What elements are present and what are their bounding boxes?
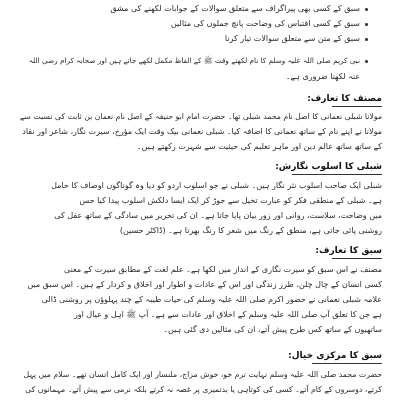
paragraph-line: میں وضاحت، سلاست، روانی اور زور بیان پایا جاتا ہے۔ ان کی تحریر میں سادگی کے ساتھ عقل کی (54, 211, 382, 220)
section-heading-lesson-intro: سبق کا تعارف: (315, 246, 382, 256)
bullet-item: سبق کے متن سے متعلق سوالات تیار کرنا (224, 34, 360, 43)
paragraph-line: مولانا شبلی نعمانی کا اصل نام محمد شبلی تھا۔ حضرت امام ابو حنیفہ کے اصل نام نعمان بن ثابت کی نسبت سے (19, 112, 382, 121)
bullet-marker (365, 23, 368, 26)
bullet-item-continued: عنہ لکھنا ضروری ہے۔ (285, 72, 360, 81)
paragraph-line: شبلی ایک صاحب اسلوب نثر نگار ہیں۔ شبلی نے جو اسلوب اردو کو دیا وہ گوناگوں اوصاف کا حامل (51, 181, 382, 190)
heading-underline (312, 363, 382, 364)
bullet-marker (365, 60, 368, 63)
paragraph-line: ہے۔ شبلی کے منطقی فکر کو عبارت تخیل سے جوڑ کر ایک ایسا دلکش اسلوب پیدا کیا جس (79, 196, 382, 205)
section-heading-central-idea: سبق کا مرکزی خیال: (288, 351, 382, 361)
paragraph-line: ہے جن کا تعلق آپ صلی اللہ علیہ وسلم کے اخلاق اور عادات سے ہے۔ آپ ﷺ اہل و عیال اور (73, 310, 382, 319)
paragraph-line: کسی انسان کے چال چلن، طرز زندگی اور اس کے عادات و اطوار اور اخلاق و کردار کے ہیں۔ اس سبق میں (27, 280, 382, 289)
heading-underline (332, 258, 382, 259)
bullet-item: سبق کے کسی بھی پیراگراف سے متعلق سوالات کے جوابات لکھنے کی مشق (110, 4, 360, 13)
paragraph-line: کرتے، دوسروں کے کام آتے۔ کسی کی کوتاہی یا بدتمیزی پر غصہ نہ کرتے بلکہ نرمی سے پیش آتے۔ مہمانوں کی (25, 385, 382, 394)
paragraph-line: ساتھیوں کے ساتھ کس طرح پیش آتے، ان کی مثالیں دی گئی ہیں۔ (163, 325, 382, 334)
paragraph-line: حضرت محمد صلی اللہ علیہ وسلم نہایت نرم خو، خوش مزاج، ملنسار اور ایک کامل انسان تھے۔ سلام میں پہل (23, 370, 382, 379)
bullet-item: نبی کریم صلی اللہ علیہ وسلم کا نام لکھتے وقت ﷺ کے الفاظ مکمل لکھے جاتے ہیں اور صحابہ کرام رضی اللہ (28, 56, 360, 65)
bullet-marker (365, 8, 368, 11)
section-heading-author-intro: مصنف کا تعارف: (307, 94, 382, 104)
paragraph-line: مولانا نے اپنے نام کے ساتھ نعمانی کا اضافہ کیا۔ شبلی نعمانی بیک وقت ایک مؤرخ، سیرت نگار، شاعر اور نقاد (22, 127, 382, 136)
paragraph-line: کے ساتھ ساتھ عالم دین اور ماہر تعلیم کی حیثیت سے شہرت رکھتے ہیں۔ (136, 142, 382, 151)
section-heading-writing-style: شبلی کا اسلوب نگارش: (275, 162, 382, 172)
paragraph-line: علامہ شبلی نعمانی نے حضور اکرم صلی اللہ علیہ وسلم کی حیات طیبہ کے چند پہلوؤں پر روشنی ڈالی (41, 295, 382, 304)
heading-underline (332, 106, 382, 107)
paragraph-line: مصنف نے اس سبق کو سیرت نگاری کے انداز میں لکھا ہے۔ علم لغت کے مطابق سیرت کے معنی (63, 265, 382, 274)
bullet-marker (365, 38, 368, 41)
paragraph-line: روشنی پائی جاتی ہے، منطق کے رنگ میں شعر کا رنگ بھرتا ہے۔ (ڈاکٹر حسین) (119, 226, 382, 235)
heading-underline (292, 174, 382, 175)
bullet-item: سبق کے کسی اقتباس کی وضاحت پانچ جملوں کی مثالیں (170, 19, 360, 28)
